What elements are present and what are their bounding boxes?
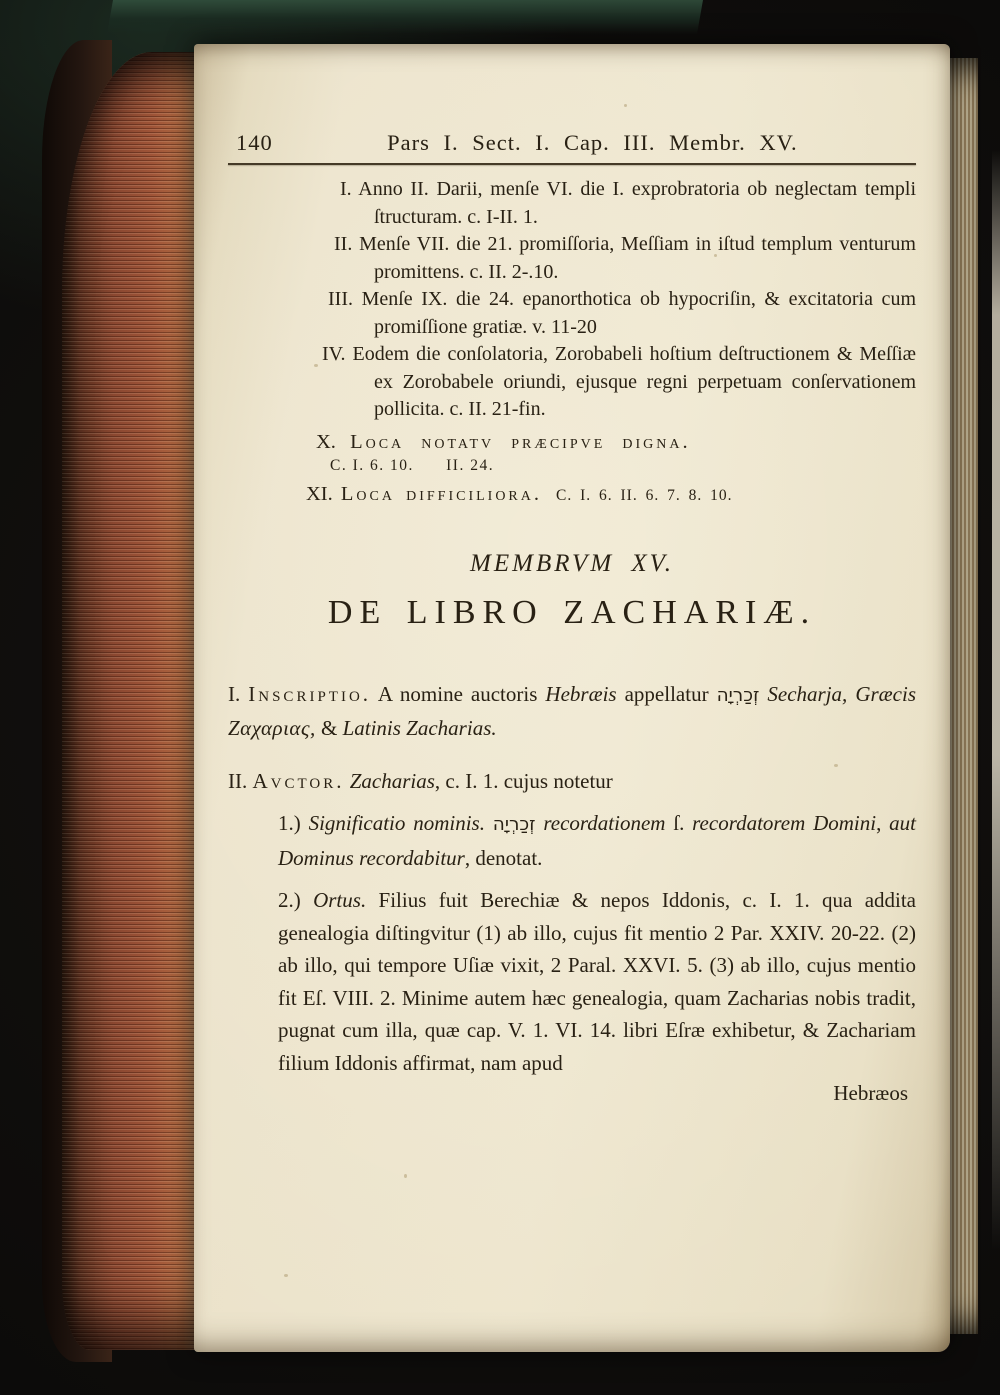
photo-right-sliver (992, 150, 1000, 1250)
summary-item-4: IV. Eodem die conſolatoria, Zorobabeli hoſtium deſtructionem & Meſſiæ ex Zorobabele oriundi, ejusque regni perpetuam conſervationem pollicita. c. II. 21-fin. (322, 343, 916, 420)
header-rule (228, 163, 916, 165)
page-text-block (228, 130, 916, 1106)
summary-item-1: I. Anno II. Darii, menſe VI. die I. exprobratoria ob neglectam templi ſtructuram. c. I-II. 1. (340, 178, 916, 228)
loca-difficiliora-line: XI. Loca difficiliora. C. I. 6. II. 6. 7. 8. 10. (306, 482, 733, 505)
book-fore-edge-pages (62, 52, 210, 1350)
paper-speck (284, 1274, 288, 1277)
running-title: Pars I. Sect. I. Cap. III. Membr. XV. (387, 130, 798, 155)
page-number: 140 (236, 130, 273, 155)
catchword: Hebræos (833, 1081, 908, 1105)
summary-item-2: II. Menſe VII. die 21. promiſſoria, Meſſiam in iſtud templum venturum promittens. c. II. 2-.10. (334, 233, 916, 283)
subitem-ortus: 2.) Ortus. Filius fuit Berechiæ & nepos Iddonis, c. I. 1. qua addita genealogia diſtingvitur (1) ab illo, cujus fit mentio 2 Par. XXIV. 20-22. (2) ab illo, qui tempore Uſiæ vixit, 2 Paral. XXVI. 5. (3) ab illo, cujus mentio fit Eſ. VIII. 2. Minime autem hæc genealogia, quam Zacharias nobis tradit, pugnat cum illa, quæ cap. V. 1. VI. 14. libri Eſræ exhibetur, & Zachariam filium Iddonis affirmat, nam apud (278, 888, 917, 1075)
paragraph-inscriptio: I. Inscriptio. A nomine auctoris Hebræis appellatur זְכַרְיָה Secharja, Græcis Ζαχαριας, & Latinis Zacharias. (228, 681, 916, 740)
book-cover-top-edge (107, 0, 703, 34)
summary-list (228, 176, 916, 424)
book-page-edges-right (950, 58, 978, 1334)
book-page (194, 44, 950, 1352)
paper-speck (624, 104, 627, 107)
subitem-significatio: 1.) Significatio nominis. זְכַרְיָה recordationem ſ. recordatorem Domini, aut Dominus recordabitur, denotat. (278, 811, 917, 870)
loca-notatu-refs: C. I. 6. 10. II. 24. (330, 456, 495, 474)
loca-notatu-heading: X. Loca notatv præcipve digna. (316, 430, 691, 453)
paper-speck (404, 1174, 407, 1178)
chapter-title: DE LIBRO ZACHARIÆ. (327, 593, 817, 631)
membrum-heading: MEMBRVM XV. (470, 549, 674, 577)
running-header (228, 130, 916, 156)
paragraph-auctor: II. Avctor. Zacharias, c. I. 1. cujus notetur (228, 768, 613, 793)
summary-item-3: III. Menſe IX. die 24. epanorthotica ob hypocriſin, & excitatoria cum promiſſione gratiæ. v. 11-20 (328, 288, 916, 338)
